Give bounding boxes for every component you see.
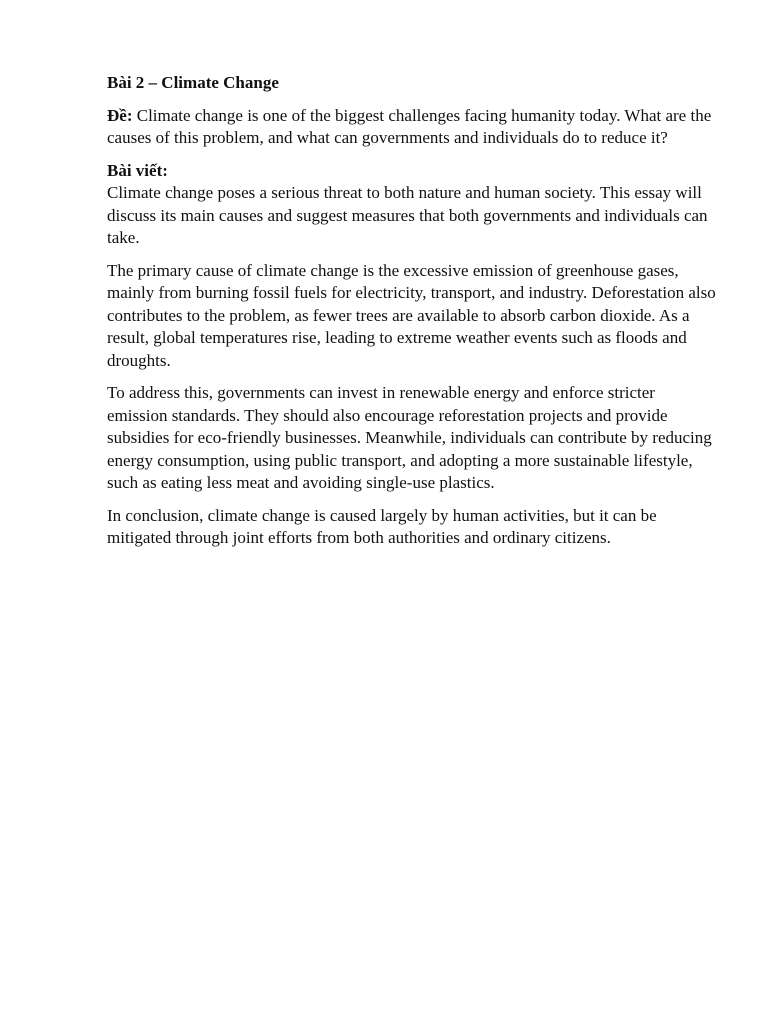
essay-heading: Bài viết: xyxy=(107,160,168,180)
essay-paragraph-intro: Climate change poses a serious threat to both nature and human society. This essay will discuss its main causes and suggest measures that both governments and individuals can take. xyxy=(107,183,708,247)
essay-prompt xyxy=(107,105,719,150)
prompt-label: Đề: xyxy=(107,105,133,125)
essay-paragraph-conclusion: In conclusion, climate change is caused largely by human activities, but it can be mitigated through joint efforts from both authorities and ordinary citizens. xyxy=(107,505,657,547)
document-page xyxy=(107,72,719,560)
document-title: Bài 2 – Climate Change xyxy=(107,73,279,92)
essay-paragraph-solutions: To address this, governments can invest in renewable energy and enforce stricter emission standards. They should also encourage reforestation projects and provide subsidies for eco-friendly businesses. Meanwhile, individuals can contribute by reducing energy consumption, using public transport, and adopting a more sustainable lifestyle, such as eating less meat and avoiding single-use plastics. xyxy=(107,383,712,492)
prompt-text: Climate change is one of the biggest challenges facing humanity today. What are the causes of this problem, and what can governments and individuals do to reduce it? xyxy=(107,105,712,147)
essay-paragraph-causes: The primary cause of climate change is the excessive emission of greenhouse gases, mainly from burning fossil fuels for electricity, transport, and industry. Deforestation also contributes to the problem, as fewer trees are available to absorb carbon dioxide. As a result, global temperatures rise, leading to extreme weather events such as floods and droughts. xyxy=(107,260,716,370)
